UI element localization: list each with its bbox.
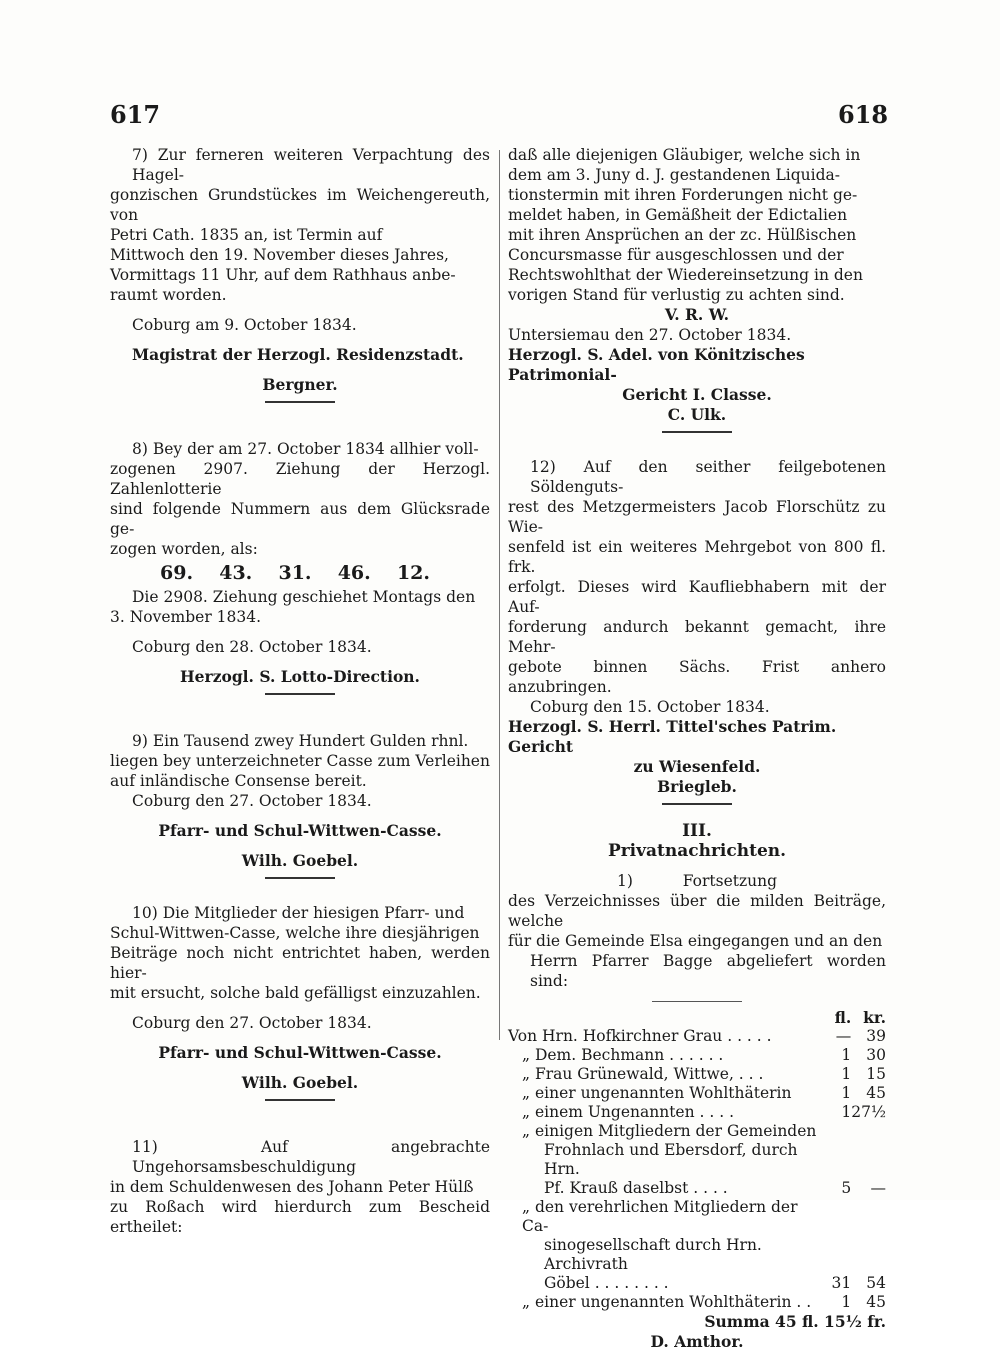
ledger-item-description: Frohnlach und Ebersdorf, durch Hrn. [544, 1141, 798, 1178]
ledger-kreuzer-value: 39 [866, 1027, 886, 1045]
ledger-florin-value: 1 [841, 1046, 852, 1064]
ledger-kreuzer-value: — [870, 1179, 886, 1197]
notice-11-continued [508, 145, 886, 433]
ledger-rule [652, 1001, 742, 1002]
lottery-number: 12. [396, 562, 430, 584]
ledger-unit-kreuzer: kr. [863, 1008, 886, 1027]
place-date: Untersiemau den 27. October 1834. [508, 326, 792, 344]
signatory: C. Ulk. [667, 405, 727, 424]
notice-text-line: Concursmasse für ausgeschlossen und der [508, 246, 844, 264]
ledger-florin-value [817, 1236, 851, 1274]
ledger-kreuzer-value: 45 [866, 1084, 886, 1102]
ledger-row [508, 1179, 886, 1198]
notice-10 [110, 903, 490, 1101]
ledger-row [508, 1103, 886, 1122]
issuing-authority: Magistrat der Herzogl. Residenzstadt. [132, 345, 464, 364]
ledger-florin-value [817, 1141, 851, 1179]
lottery-number: 46. [337, 562, 371, 584]
section-rule [662, 431, 732, 433]
notice-text-line: Petri Cath. 1835 an, ist Termin auf [110, 226, 383, 244]
notice-8 [110, 439, 490, 695]
donations-ledger [508, 1008, 886, 1312]
place-date: Coburg den 27. October 1834. [132, 1014, 372, 1032]
ledger-row [508, 1274, 886, 1293]
notice-text-line: 3. November 1834. [110, 608, 262, 626]
ledger-item-description: sinogesellschaft durch Hrn. Archivrath [544, 1236, 762, 1273]
signatory: Briegleb. [657, 777, 737, 796]
issuing-authority: Herzogl. S. Adel. von Könitzisches Patrimonial- [508, 345, 805, 384]
ledger-row [508, 1141, 886, 1179]
ledger-item-description: „ einigen Mitgliedern der Gemeinden [522, 1122, 817, 1140]
ledger-item-description: Göbel . . . . . . . . [544, 1274, 669, 1292]
ledger-item-description: Von Hrn. Hofkirchner Grau . . . . . [508, 1027, 772, 1045]
ledger-kreuzer-value [851, 1236, 886, 1274]
ledger-row [508, 1065, 886, 1084]
notice-text-line: Herrn Pfarrer Bagge abgeliefert worden sind: [530, 952, 886, 990]
ledger-kreuzer-value: 27½ [851, 1103, 886, 1121]
ledger-item-description: „ Frau Grünewald, Wittwe, . . . [522, 1065, 764, 1083]
ledger-row [508, 1122, 886, 1141]
ledger-kreuzer-value: 54 [866, 1274, 886, 1292]
ledger-item-description: „ einer ungenannten Wohlthäterin [522, 1084, 792, 1102]
notice-text-line: liegen bey unterzeichneter Casse zum Verleihen [110, 752, 490, 770]
ledger-item-description: Pf. Krauß daselbst . . . . [544, 1179, 728, 1197]
ledger-florin-value: 1 [841, 1103, 852, 1121]
lottery-number: 69. [160, 562, 194, 584]
subsection-number: 1) [616, 872, 633, 890]
ledger-florin-value: 1 [841, 1293, 852, 1311]
notice-text-line: 9) Ein Tausend zwey Hundert Gulden rhnl. [132, 732, 469, 750]
ledger-item-description: „ einem Ungenannten . . . . [522, 1103, 734, 1121]
notice-text-line: Schul-Wittwen-Casse, welche ihre diesjährigen [110, 924, 480, 942]
ledger-florin-value [817, 1198, 851, 1236]
ledger-kreuzer-value [851, 1141, 886, 1179]
notice-text-line: mit ersucht, solche bald gefälligst einzuzahlen. [110, 984, 481, 1002]
ledger-item-description: „ Dem. Bechmann . . . . . . [522, 1046, 724, 1064]
notice-text-line: daß alle diejenigen Gläubiger, welche sich in [508, 146, 861, 164]
ledger-row [508, 1293, 886, 1312]
notice-text-line: Mittwoch den 19. November dieses Jahres, [110, 246, 449, 264]
lottery-numbers [160, 563, 430, 583]
notice-text-line: Rechtswohlthat der Wiedereinsetzung in den [508, 266, 863, 284]
ledger-item-description: „ den verehrlichen Mitgliedern der Ca- [522, 1198, 798, 1235]
ledger-kreuzer-value: 45 [866, 1293, 886, 1311]
notice-text-line: des Verzeichnisses über die milden Beiträge, welche [508, 892, 886, 930]
ledger-row [508, 1027, 886, 1046]
section-rule [265, 401, 335, 403]
notice-11 [110, 1137, 490, 1237]
notice-text-line: raumt worden. [110, 286, 227, 304]
notice-text-line: Die 2908. Ziehung geschiehet Montags den [132, 588, 476, 606]
column-divider [499, 150, 500, 1040]
notice-text-line: 7) Zur ferneren weiteren Verpachtung des Hagel- [132, 146, 490, 184]
notice-text-line: mit ihren Ansprüchen an der zc. Hülßischen [508, 226, 857, 244]
notice-text-line: sind folgende Nummern aus dem Glücksrade ge- [110, 500, 490, 538]
subsection-heading [508, 871, 886, 891]
private-notices-section [508, 821, 886, 1352]
issuing-authority: Pfarr- und Schul-Wittwen-Casse. [158, 1043, 442, 1062]
notice-text-line: meldet haben, in Gemäßheit der Edictalien [508, 206, 848, 224]
notice-12 [508, 457, 886, 805]
issuing-authority: Herzogl. S. Herrl. Tittel'sches Patrim. Gericht [508, 717, 837, 756]
notice-text-line: vorigen Stand für verlustig zu achten sind. [508, 286, 845, 304]
lottery-number: 43. [219, 562, 253, 584]
ledger-florin-value: 31 [831, 1274, 852, 1292]
notice-text-line: für die Gemeinde Elsa eingegangen und an den [508, 932, 883, 950]
notice-7 [110, 145, 490, 403]
notice-text-line: dem am 3. Juny d. J. gestandenen Liquida- [508, 166, 840, 184]
notice-text-line: rest des Metzgermeisters Jacob Florschütz zu Wie- [508, 498, 886, 536]
section-rule [662, 803, 732, 805]
notice-text-line: zogen worden, als: [110, 540, 258, 558]
place-date: Coburg den 15. October 1834. [530, 698, 770, 716]
ledger-row [508, 1198, 886, 1236]
notice-text-line: zu Roßach wird hierdurch zum Bescheid ertheilet: [110, 1198, 490, 1236]
page-number-right: 618 [838, 100, 889, 129]
ledger-florin-value [817, 1122, 851, 1141]
notice-text-line: erfolgt. Dieses wird Kaufliebhabern mit der Auf- [508, 578, 886, 616]
place-date: Coburg den 27. October 1834. [132, 792, 372, 810]
right-column [508, 145, 886, 1352]
ledger-kreuzer-value: 30 [866, 1046, 886, 1064]
notice-text-line: Beiträge noch nicht entrichtet haben, werden hier- [110, 944, 490, 982]
ledger-florin-value: — [835, 1027, 852, 1045]
notice-text-line: auf inländische Consense bereit. [110, 772, 367, 790]
place-date: Coburg am 9. October 1834. [132, 316, 357, 334]
ledger-kreuzer-value [851, 1198, 886, 1236]
notice-9 [110, 731, 490, 879]
page-number-left: 617 [110, 100, 161, 129]
ledger-kreuzer-value: 15 [866, 1065, 886, 1083]
lottery-number: 31. [278, 562, 312, 584]
left-column [110, 145, 490, 1237]
issuing-authority: Gericht I. Classe. [622, 385, 772, 404]
notice-text-line: 12) Auf den seither feilgebotenen Söldenguts- [530, 458, 886, 496]
notice-text-line: tionstermin mit ihren Forderungen nicht ge- [508, 186, 858, 204]
notice-text-line: senfeld ist ein weiteres Mehrgebot von 800 fl. frk. [508, 538, 886, 576]
notice-text-line: gonzischen Grundstückes im Weichengereuth, von [110, 186, 490, 224]
ledger-florin-value: 5 [841, 1179, 852, 1197]
signatory: Bergner. [262, 375, 338, 394]
ledger-unit-florin: fl. [834, 1008, 852, 1027]
ledger-row [508, 1236, 886, 1274]
initials: V. R. W. [664, 305, 730, 324]
section-title: Privatnachrichten. [607, 841, 787, 861]
section-number: III. [682, 821, 712, 841]
ledger-total: Summa 45 fl. 15½ fr. [704, 1312, 886, 1331]
ledger-row [508, 1046, 886, 1065]
signatory: Wilh. Goebel. [241, 851, 359, 870]
ledger-item-description: „ einer ungenannten Wohlthäterin . . [522, 1293, 812, 1311]
ledger-florin-value: 1 [841, 1065, 852, 1083]
notice-text-line: gebote binnen Sächs. Frist anhero anzubringen. [508, 658, 886, 696]
section-rule [265, 1099, 335, 1101]
ledger-kreuzer-value [851, 1122, 886, 1141]
issuing-authority: Herzogl. S. Lotto-Direction. [180, 667, 420, 686]
ledger-florin-value: 1 [841, 1084, 852, 1102]
subsection-title: Fortsetzung [682, 872, 778, 890]
notice-text-line: Vormittags 11 Uhr, auf dem Rathhaus anbe- [110, 266, 456, 284]
notice-text-line: 8) Bey der am 27. October 1834 allhier voll- [132, 440, 479, 458]
notice-text-line: in dem Schuldenwesen des Johann Peter Hülß [110, 1178, 474, 1196]
notice-text-line: 10) Die Mitglieder der hiesigen Pfarr- und [132, 904, 465, 922]
place-date: Coburg den 28. October 1834. [132, 638, 372, 656]
signatory: D. Amthor. [650, 1332, 744, 1351]
section-rule [265, 877, 335, 879]
ledger-row [508, 1084, 886, 1103]
ledger-header-row [508, 1008, 886, 1027]
issuing-authority: Pfarr- und Schul-Wittwen-Casse. [158, 821, 442, 840]
notice-text-line: forderung andurch bekannt gemacht, ihre Mehr- [508, 618, 886, 656]
issuing-authority: zu Wiesenfeld. [633, 757, 761, 776]
section-rule [265, 693, 335, 695]
notice-text-line: 11) Auf angebrachte Ungehorsamsbeschuldigung [132, 1138, 490, 1176]
notice-text-line: zogenen 2907. Ziehung der Herzogl. Zahlenlotterie [110, 460, 490, 498]
signatory: Wilh. Goebel. [241, 1073, 359, 1092]
